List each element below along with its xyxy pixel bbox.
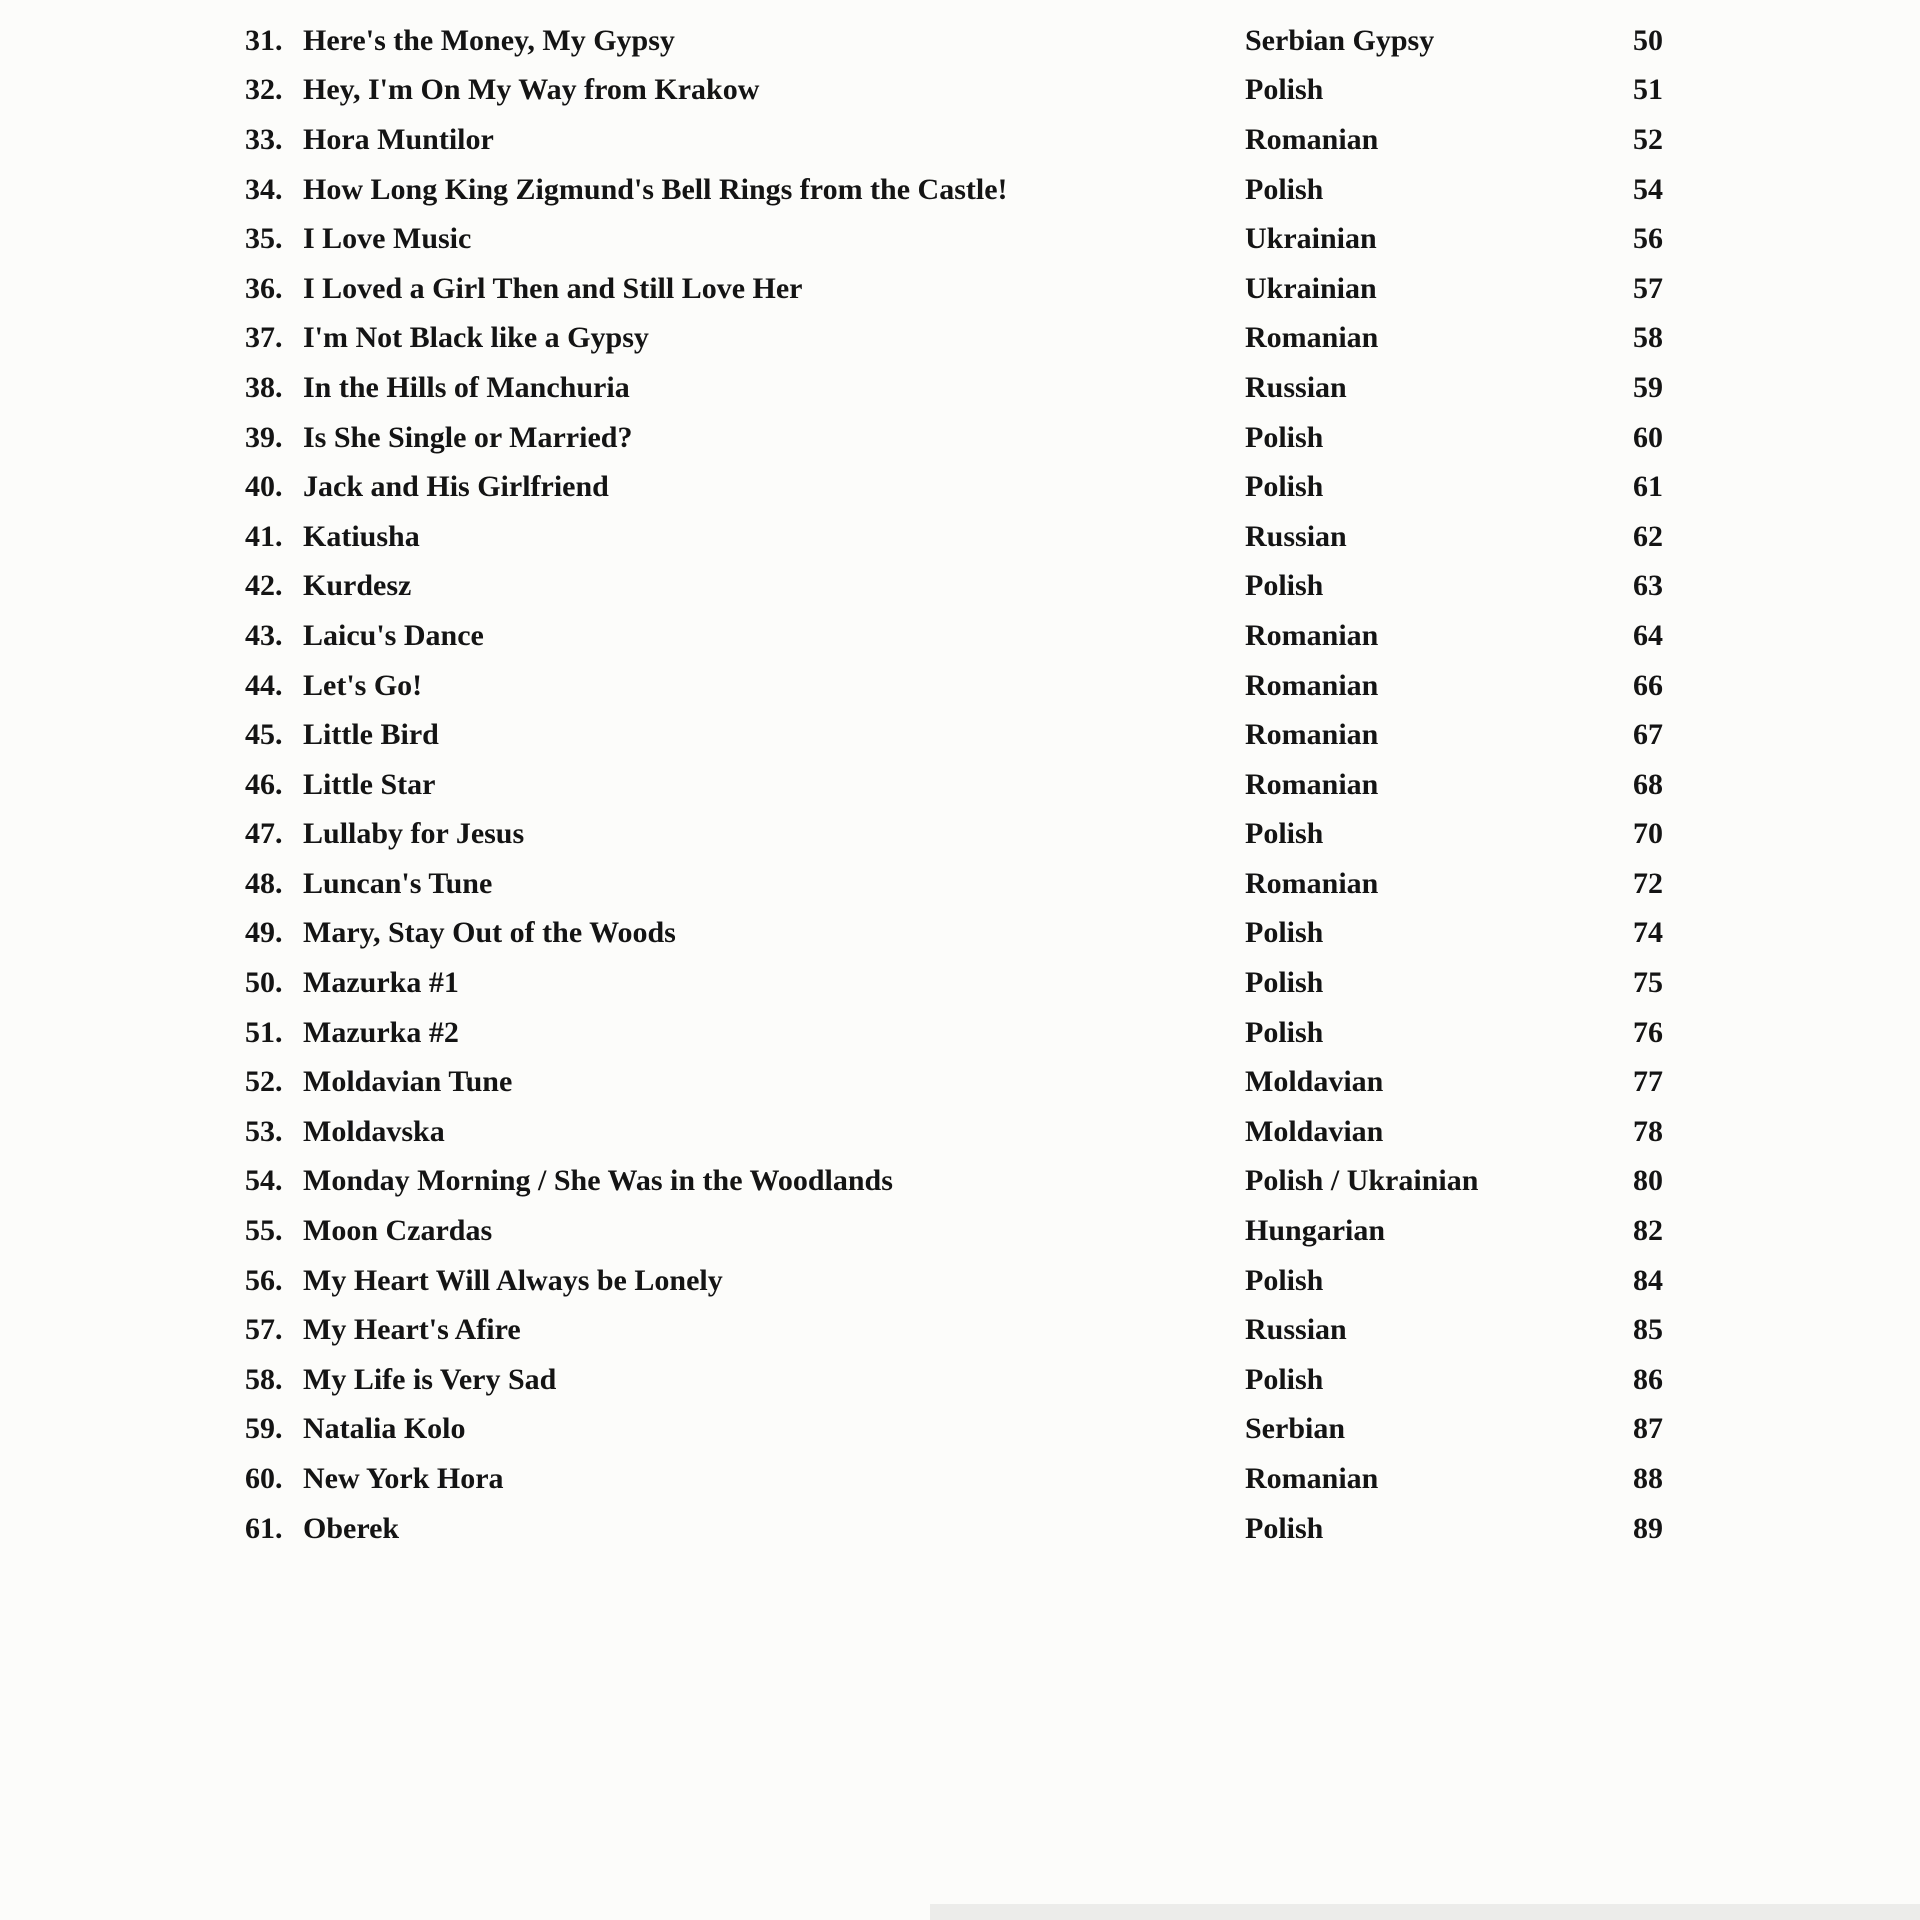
entry-origin: Polish (1245, 1015, 1324, 1049)
entry-number: 36. (245, 271, 283, 305)
toc-row (245, 264, 1663, 314)
entry-origin: Russian (1245, 1313, 1347, 1347)
entry-page: 64 (1633, 618, 1663, 652)
toc-row (245, 1008, 1663, 1058)
entry-origin: Polish (1245, 73, 1324, 107)
entry-title: Oberek (303, 1511, 400, 1545)
entry-title: My Heart Will Always be Lonely (303, 1263, 723, 1297)
entry-number: 51. (245, 1015, 283, 1049)
toc-row (245, 314, 1663, 364)
entry-title: New York Hora (303, 1462, 504, 1496)
entry-page: 54 (1633, 172, 1663, 206)
entry-number: 57. (245, 1313, 283, 1347)
entry-number: 45. (245, 718, 283, 752)
entry-title: In the Hills of Manchuria (303, 370, 630, 404)
entry-title: Mazurka #2 (303, 1015, 459, 1049)
entry-number: 37. (245, 321, 283, 355)
entry-title: My Life is Very Sad (303, 1362, 557, 1396)
toc-row (245, 16, 1663, 66)
entry-origin: Moldavian (1245, 1065, 1384, 1099)
toc-row (245, 1206, 1663, 1256)
entry-page: 88 (1633, 1462, 1663, 1496)
entry-number: 52. (245, 1065, 283, 1099)
toc-row (245, 1157, 1663, 1207)
entry-title: Luncan's Tune (303, 866, 493, 900)
toc-row (245, 859, 1663, 909)
toc-row (245, 1454, 1663, 1504)
entry-page: 78 (1633, 1114, 1663, 1148)
entry-page: 85 (1633, 1313, 1663, 1347)
entry-page: 82 (1633, 1214, 1663, 1248)
entry-number: 61. (245, 1511, 283, 1545)
entry-number: 38. (245, 370, 283, 404)
toc-row (245, 1107, 1663, 1157)
entry-title: How Long King Zigmund's Bell Rings from the Castle! (303, 172, 1008, 206)
toc-row (245, 462, 1663, 512)
entry-origin: Ukrainian (1245, 222, 1377, 256)
entry-page: 80 (1633, 1164, 1663, 1198)
entry-number: 43. (245, 618, 283, 652)
entry-page: 66 (1633, 668, 1663, 702)
entry-page: 61 (1633, 470, 1663, 504)
entry-origin: Polish (1245, 420, 1324, 454)
entry-page: 86 (1633, 1362, 1663, 1396)
toc-row (245, 958, 1663, 1008)
entry-number: 42. (245, 569, 283, 603)
entry-page: 67 (1633, 718, 1663, 752)
entry-number: 44. (245, 668, 283, 702)
entry-title: Little Star (303, 767, 436, 801)
entry-title: Mary, Stay Out of the Woods (303, 916, 676, 950)
entry-page: 58 (1633, 321, 1663, 355)
entry-origin: Romanian (1245, 321, 1379, 355)
toc-row (245, 115, 1663, 165)
toc-row (245, 66, 1663, 116)
entry-number: 56. (245, 1263, 283, 1297)
entry-origin: Polish (1245, 569, 1324, 603)
entry-number: 60. (245, 1462, 283, 1496)
entry-title: Hey, I'm On My Way from Krakow (303, 73, 760, 107)
entry-number: 49. (245, 916, 283, 950)
toc-row (245, 1256, 1663, 1306)
entry-origin: Polish (1245, 1362, 1324, 1396)
entry-title: I Love Music (303, 222, 472, 256)
entry-title: My Heart's Afire (303, 1313, 521, 1347)
entry-origin: Moldavian (1245, 1114, 1384, 1148)
toc-list (245, 16, 1663, 1553)
entry-number: 47. (245, 817, 283, 851)
entry-origin: Polish (1245, 916, 1324, 950)
entry-origin: Polish (1245, 1511, 1324, 1545)
toc-row (245, 1405, 1663, 1455)
entry-origin: Romanian (1245, 668, 1379, 702)
entry-page: 87 (1633, 1412, 1663, 1446)
scan-artifact (930, 1904, 1920, 1920)
toc-row (245, 661, 1663, 711)
toc-row (245, 611, 1663, 661)
entry-title: Katiusha (303, 519, 420, 553)
entry-page: 75 (1633, 966, 1663, 1000)
entry-title: Moldavska (303, 1114, 445, 1148)
entry-page: 52 (1633, 122, 1663, 156)
entry-title: Moon Czardas (303, 1214, 493, 1248)
entry-page: 68 (1633, 767, 1663, 801)
entry-page: 59 (1633, 370, 1663, 404)
entry-origin: Romanian (1245, 122, 1379, 156)
toc-row (245, 165, 1663, 215)
entry-page: 63 (1633, 569, 1663, 603)
entry-title: Let's Go! (303, 668, 423, 702)
toc-row (245, 214, 1663, 264)
entry-origin: Serbian Gypsy (1245, 23, 1435, 57)
entry-origin: Romanian (1245, 618, 1379, 652)
entry-page: 76 (1633, 1015, 1663, 1049)
entry-title: Is She Single or Married? (303, 420, 633, 454)
entry-title: Jack and His Girlfriend (303, 470, 609, 504)
entry-page: 77 (1633, 1065, 1663, 1099)
toc-row (245, 562, 1663, 612)
entry-origin: Polish (1245, 966, 1324, 1000)
entry-origin: Romanian (1245, 1462, 1379, 1496)
entry-number: 50. (245, 966, 283, 1000)
entry-origin: Ukrainian (1245, 271, 1377, 305)
entry-number: 39. (245, 420, 283, 454)
toc-row (245, 1504, 1663, 1554)
entry-origin: Romanian (1245, 767, 1379, 801)
entry-origin: Hungarian (1245, 1214, 1386, 1248)
entry-number: 55. (245, 1214, 283, 1248)
entry-number: 34. (245, 172, 283, 206)
entry-title: Moldavian Tune (303, 1065, 513, 1099)
entry-page: 72 (1633, 866, 1663, 900)
entry-origin: Romanian (1245, 866, 1379, 900)
entry-page: 50 (1633, 23, 1663, 57)
entry-title: Natalia Kolo (303, 1412, 466, 1446)
entry-page: 51 (1633, 73, 1663, 107)
toc-row (245, 760, 1663, 810)
toc-row (245, 512, 1663, 562)
entry-number: 58. (245, 1362, 283, 1396)
entry-number: 31. (245, 23, 283, 57)
entry-title: Little Bird (303, 718, 439, 752)
toc-row (245, 413, 1663, 463)
entry-origin: Russian (1245, 370, 1347, 404)
entry-number: 59. (245, 1412, 283, 1446)
entry-page: 89 (1633, 1511, 1663, 1545)
entry-title: Monday Morning / She Was in the Woodlands (303, 1164, 893, 1198)
entry-page: 84 (1633, 1263, 1663, 1297)
toc-row (245, 363, 1663, 413)
entry-title: Here's the Money, My Gypsy (303, 23, 675, 57)
entry-page: 60 (1633, 420, 1663, 454)
entry-page: 74 (1633, 916, 1663, 950)
entry-number: 33. (245, 122, 283, 156)
entry-page: 57 (1633, 271, 1663, 305)
toc-row (245, 810, 1663, 860)
entry-number: 54. (245, 1164, 283, 1198)
entry-number: 46. (245, 767, 283, 801)
entry-number: 41. (245, 519, 283, 553)
entry-origin: Polish (1245, 817, 1324, 851)
entry-title: Kurdesz (303, 569, 412, 603)
entry-origin: Polish (1245, 470, 1324, 504)
entry-number: 35. (245, 222, 283, 256)
entry-number: 32. (245, 73, 283, 107)
toc-row (245, 710, 1663, 760)
entry-origin: Russian (1245, 519, 1347, 553)
entry-page: 70 (1633, 817, 1663, 851)
entry-title: Lullaby for Jesus (303, 817, 525, 851)
entry-number: 53. (245, 1114, 283, 1148)
entry-origin: Serbian (1245, 1412, 1346, 1446)
entry-page: 62 (1633, 519, 1663, 553)
entry-title: Laicu's Dance (303, 618, 484, 652)
entry-title: I Loved a Girl Then and Still Love Her (303, 271, 803, 305)
entry-origin: Polish (1245, 1263, 1324, 1297)
entry-number: 40. (245, 470, 283, 504)
entry-title: Hora Muntilor (303, 122, 494, 156)
toc-row (245, 909, 1663, 959)
entry-origin: Polish / Ukrainian (1245, 1164, 1479, 1198)
entry-title: Mazurka #1 (303, 966, 459, 1000)
entry-page: 56 (1633, 222, 1663, 256)
entry-number: 48. (245, 866, 283, 900)
toc-row (245, 1355, 1663, 1405)
toc-row (245, 1057, 1663, 1107)
entry-origin: Polish (1245, 172, 1324, 206)
entry-title: I'm Not Black like a Gypsy (303, 321, 649, 355)
toc-row (245, 1305, 1663, 1355)
entry-origin: Romanian (1245, 718, 1379, 752)
